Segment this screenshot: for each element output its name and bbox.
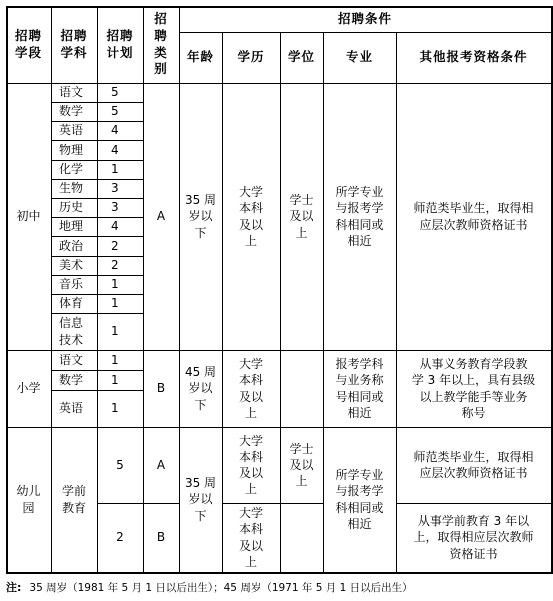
plan-cell: 2 <box>111 238 119 253</box>
major-primary: 报考学科 与业务称 号相同或 相近 <box>335 357 384 420</box>
age-primary: 45 周 岁以 下 <box>184 365 217 412</box>
major-junior: 所学专业 与报考学 科相同或 相近 <box>335 185 384 248</box>
grid-line <box>323 32 324 574</box>
grid-line <box>396 503 551 504</box>
subject-cell: 信息 技术 <box>59 316 84 347</box>
major-kindergarten: 所学专业 与报考学 科相同或 相近 <box>335 468 384 531</box>
subject-cell: 生物 <box>59 181 84 196</box>
education-kindergarten-a: 大学 本科 及以 上 <box>238 433 263 497</box>
plan-cell: 2 <box>111 258 119 273</box>
grid-line <box>6 6 552 8</box>
grid-line <box>51 6 52 574</box>
other-junior: 师范类毕业生，取得相 应层次教师资格证书 <box>413 201 534 232</box>
plan-kindergarten-a: 5 <box>116 457 124 472</box>
education-primary: 大学 本科 及以 上 <box>238 357 263 420</box>
other-kindergarten-a: 师范类毕业生，取得相 应层次教师资格证书 <box>413 449 534 480</box>
education-kindergarten-b: 大学 本科 及以 上 <box>238 506 263 569</box>
grid-line <box>143 6 144 574</box>
footnote <box>6 577 551 597</box>
plan-cell: 1 <box>111 401 119 416</box>
header-age: 年龄 <box>186 49 214 65</box>
stage-kindergarten: 幼儿 园 <box>16 484 41 515</box>
header-subject: 招聘 学科 <box>60 27 88 60</box>
category-kindergarten-a: A <box>156 457 166 472</box>
subject-cell: 地理 <box>59 219 84 234</box>
header-plan: 招聘 计划 <box>106 27 134 60</box>
education-junior: 大学 本科 及以 上 <box>238 185 263 248</box>
grid-line <box>396 32 397 574</box>
stage-junior: 初中 <box>16 209 41 224</box>
plan-kindergarten-b: 2 <box>116 530 124 545</box>
other-primary: 从事义务教育学段教 学 3 年以上，具有县级 以上教学能手等业务 称号 <box>411 357 536 420</box>
plan-cell: 1 <box>111 372 119 387</box>
grid-line <box>6 83 552 84</box>
subject-cell: 数学 <box>59 104 84 119</box>
plan-cell: 4 <box>111 123 119 138</box>
subject-cell: 化学 <box>59 162 84 177</box>
plan-cell: 5 <box>111 104 119 119</box>
header-major: 专业 <box>345 49 373 65</box>
subject-cell: 物理 <box>59 142 84 157</box>
grid-line <box>222 503 323 504</box>
subject-cell: 语文 <box>59 352 84 367</box>
subject-cell: 体育 <box>59 296 84 311</box>
stage-primary: 小学 <box>16 381 41 396</box>
grid-line <box>6 6 8 574</box>
age-kindergarten: 35 周 岁以 下 <box>184 476 217 523</box>
grid-line <box>97 6 98 574</box>
category-junior: A <box>156 209 166 224</box>
table-title: 招聘条件 <box>337 10 392 26</box>
degree-primary <box>280 350 323 427</box>
grid-line <box>97 503 179 504</box>
footnote-text: 35 周岁（1981 年 5 月 1 日以后出生）；45 周岁（1971 年 5 月 1 日以后出生） <box>29 581 413 594</box>
grid-line <box>280 32 281 574</box>
grid-line <box>179 32 551 33</box>
footnote-label: 注: <box>6 581 22 594</box>
age-junior: 35 周 岁以 下 <box>184 193 217 240</box>
plan-cell: 1 <box>111 296 119 311</box>
plan-cell: 1 <box>111 277 119 292</box>
degree-kindergarten-b <box>280 503 323 572</box>
plan-cell: 1 <box>111 162 119 177</box>
header-degree: 学位 <box>287 49 315 65</box>
subject-cell: 数学 <box>59 372 84 387</box>
other-kindergarten-b: 从事学前教育 3 年以 上，取得相应层次教师 资格证书 <box>413 514 534 561</box>
plan-cell: 3 <box>111 200 119 215</box>
plan-cell: 4 <box>111 142 119 157</box>
header-other: 其他报考资格条件 <box>419 49 528 65</box>
header-stage: 招聘 学段 <box>14 27 42 60</box>
subject-cell: 政治 <box>59 238 84 253</box>
degree-kindergarten-a: 学士 及以 上 <box>289 441 314 489</box>
grid-line <box>6 427 552 428</box>
plan-cell: 3 <box>111 181 119 196</box>
plan-cell: 5 <box>111 85 119 100</box>
plan-cell: 4 <box>111 219 119 234</box>
subject-cell: 历史 <box>59 200 84 215</box>
grid-line <box>6 572 552 574</box>
subject-kindergarten: 学前 教育 <box>61 484 86 515</box>
degree-junior: 学士 及以 上 <box>289 193 314 240</box>
subject-cell: 英语 <box>59 401 84 416</box>
header-education: 学历 <box>237 49 265 65</box>
grid-line <box>179 6 180 574</box>
plan-cell: 1 <box>111 352 119 367</box>
subject-cell: 音乐 <box>59 277 84 292</box>
grid-line <box>6 350 552 351</box>
subject-cell: 语文 <box>59 85 84 100</box>
category-kindergarten-b: B <box>156 530 166 545</box>
category-primary: B <box>156 381 166 396</box>
header-category: 招 聘 类 别 <box>154 10 168 77</box>
grid-line <box>222 32 223 574</box>
subject-cell: 美术 <box>59 258 84 273</box>
subject-cell: 英语 <box>59 123 84 138</box>
plan-cell: 1 <box>111 324 119 339</box>
